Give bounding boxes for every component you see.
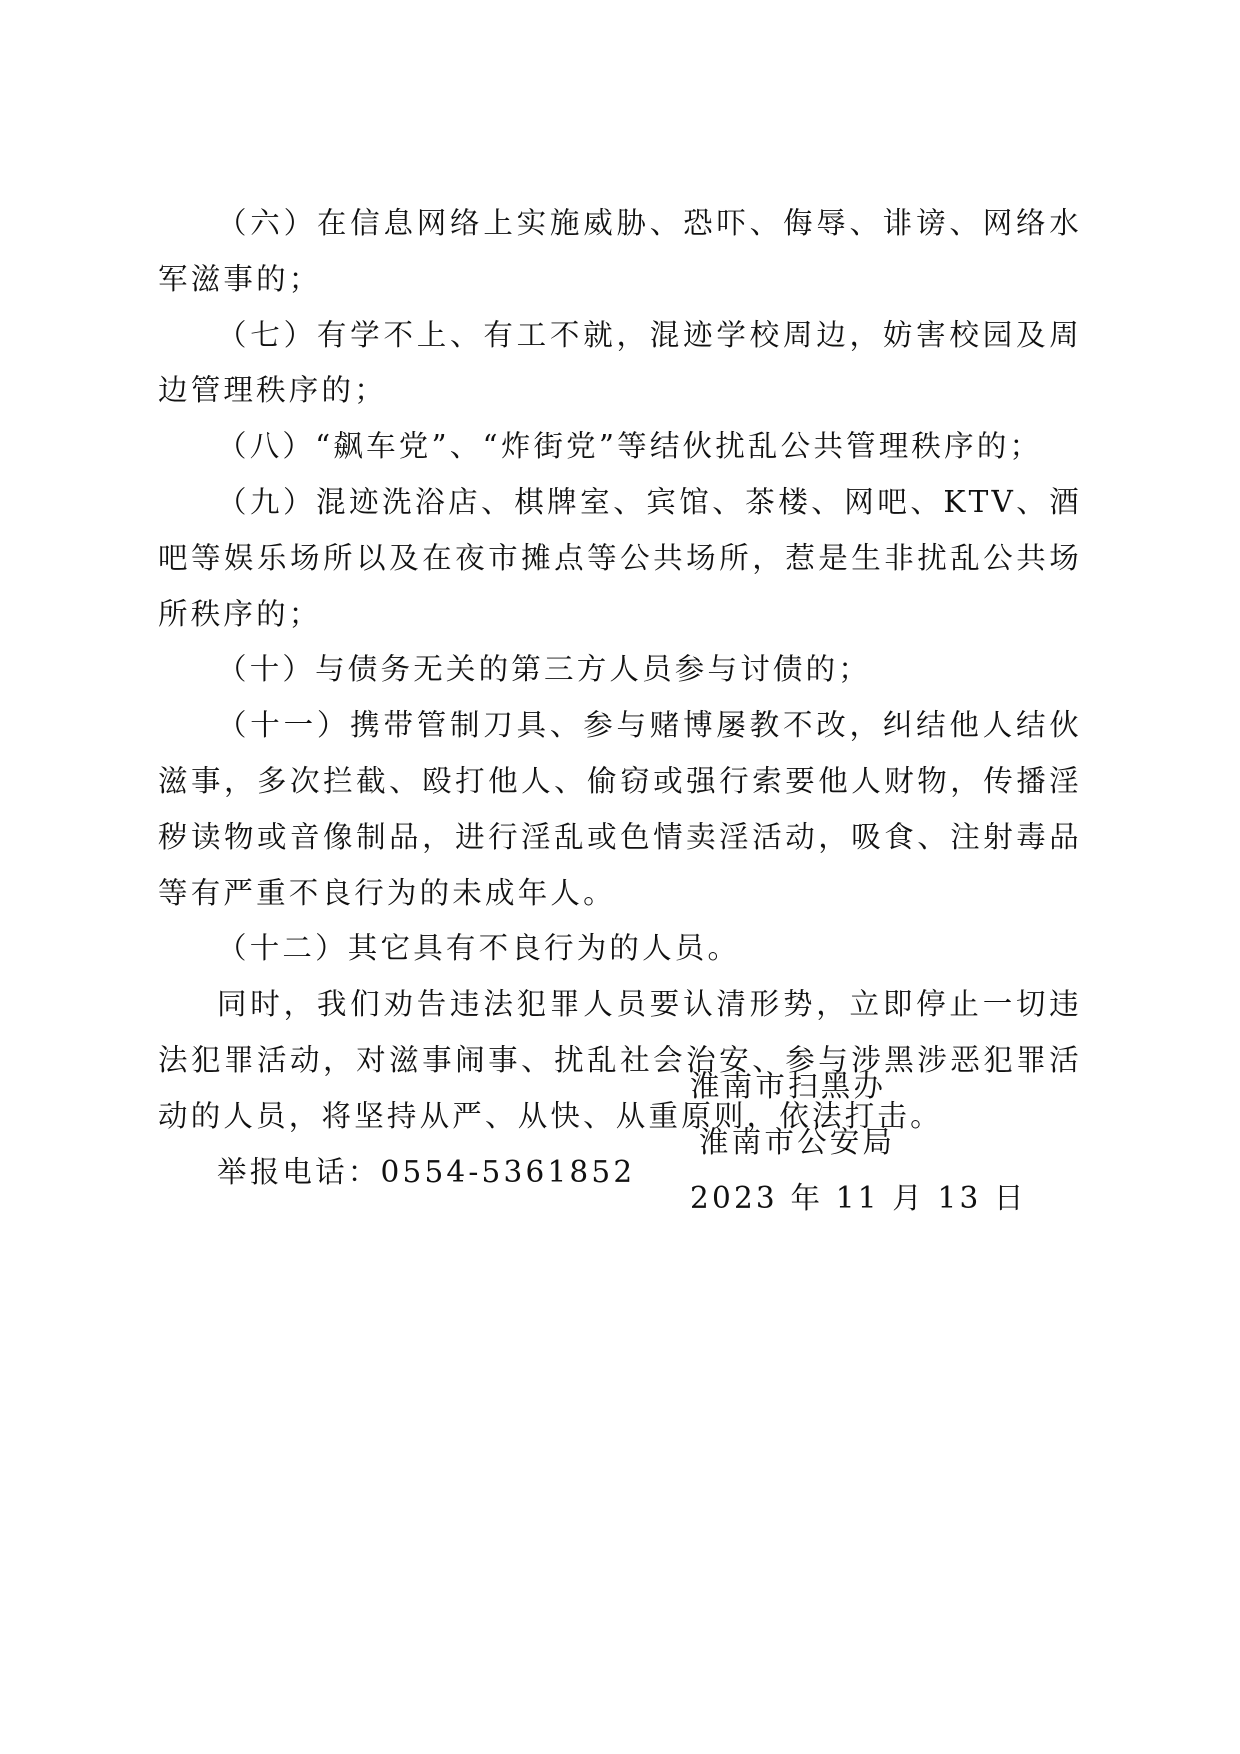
clause-eight: （八）“飙车党”、“炸街党”等结伙扰乱公共管理秩序的； xyxy=(217,429,1043,464)
issue-date: 2023 年 11 月 13 日 xyxy=(690,1180,1027,1215)
report-hotline: 举报电话：0554-5361852 xyxy=(217,1154,636,1189)
warning-paragraph: 同时，我们劝告违法犯罪人员要认清形势，立即停止一切违法犯罪活动，对滋事闹事、扰乱社会治安、参与涉黑涉恶犯罪活动的人员，将坚持从严、从快、从重原则，依法打击。 xyxy=(158,987,1082,1133)
issuer-public-security-bureau: 淮南市公安局 xyxy=(699,1124,896,1159)
notice-body xyxy=(158,196,1082,1200)
clause-nine: （九）混迹洗浴店、棋牌室、宾馆、茶楼、网吧、KTV、酒吧等娱乐场所以及在夜市摊点等公共场所，惹是生非扰乱公共场所秩序的； xyxy=(158,484,1082,631)
clause-six: （六）在信息网络上实施威胁、恐吓、侮辱、诽谤、网络水军滋事的； xyxy=(158,206,1082,296)
clause-ten: （十）与债务无关的第三方人员参与讨债的； xyxy=(217,652,872,687)
clause-seven: （七）有学不上、有工不就，混迹学校周边，妨害校园及周边管理秩序的； xyxy=(158,317,1082,408)
issuer-anti-gang-office: 淮南市扫黑办 xyxy=(690,1069,887,1103)
signature-block xyxy=(690,1059,1050,1226)
clause-twelve: （十二）其它具有不良行为的人员。 xyxy=(217,931,741,966)
clause-eleven: （十一）携带管制刀具、参与赌博屡教不改，纠结他人结伙滋事，多次拦截、殴打他人、偷窃或强行索要他人财物，传播淫秽读物或音像制品，进行淫乱或色情卖淫活动，吸食、注射毒品等有严重不良行为的未成年人。 xyxy=(158,708,1082,910)
